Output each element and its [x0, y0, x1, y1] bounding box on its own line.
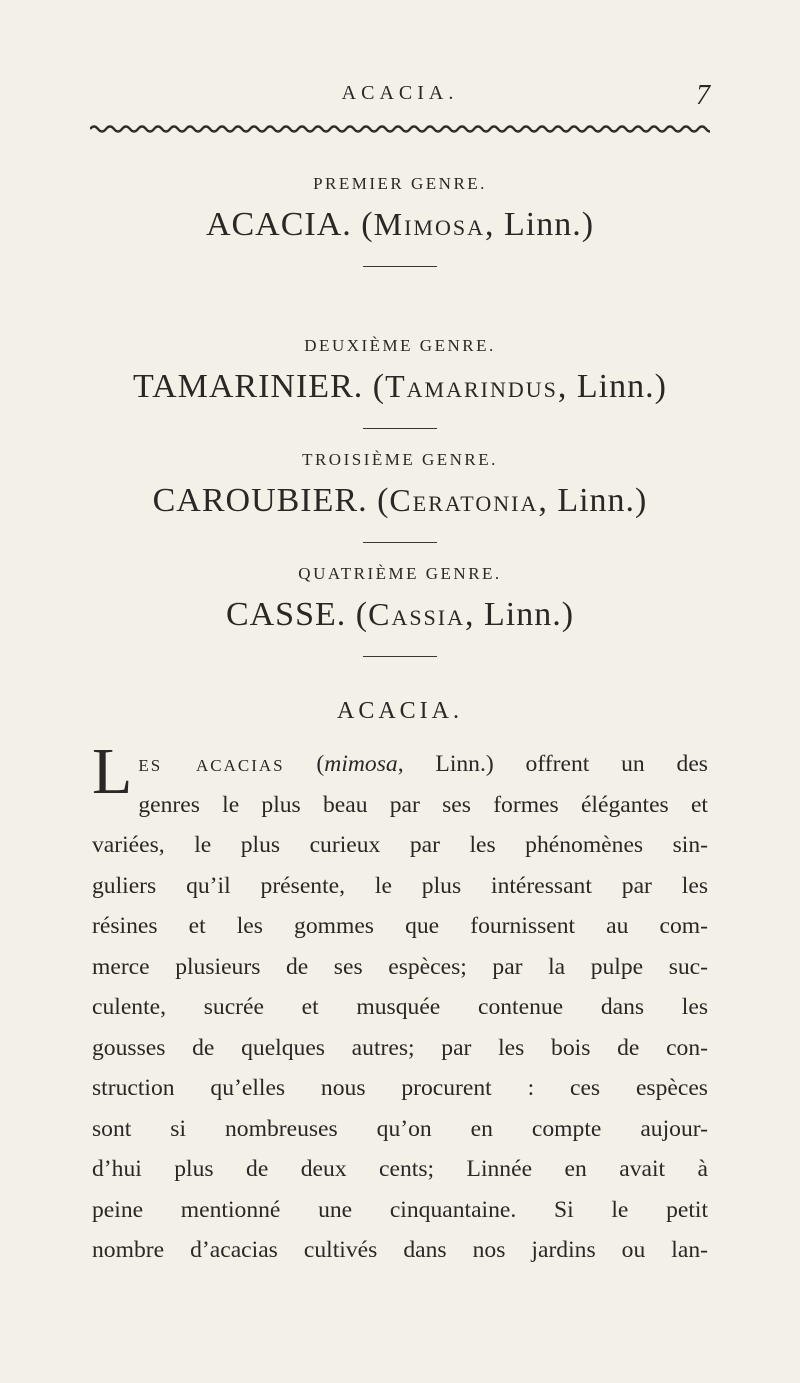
genus-2-latin: Tamarindus: [385, 368, 558, 404]
genus-3-authority: , Linn.): [538, 482, 648, 519]
genus-1-authority: , Linn.): [484, 206, 595, 243]
genus-4-label: QUATRIÈME GENRE.: [298, 564, 502, 583]
body-line: gousses de quelques autres; par les bois de con-: [92, 1034, 708, 1061]
body-line: culente, sucrée et musquée contenue dans les: [92, 994, 708, 1020]
genus-4: [0, 564, 800, 657]
genus-2-authority: , Linn.): [557, 368, 667, 405]
body-line: peine mentionné une cinquantaine. Si le petit: [92, 1196, 708, 1223]
genus-3-label: TROISIÈME GENRE.: [302, 450, 498, 469]
body-line: nombre d’acacias cultivés dans nos jardins ou lan-: [92, 1237, 708, 1263]
genus-2-label: DEUXIÈME GENRE.: [304, 336, 496, 355]
genus-1-open: (: [351, 206, 374, 243]
genus-2-title: [0, 368, 800, 406]
body-line: merce plusieurs de ses espèces; par la pulpe suc-: [92, 953, 708, 980]
body-line: résines et les gommes que fournissent au com-: [92, 913, 708, 939]
divider-rule: [363, 656, 437, 657]
running-head: ACACIA.: [341, 82, 459, 104]
body-line: variées, le plus curieux par les phénomènes sin-: [92, 832, 708, 858]
genus-4-authority: , Linn.): [465, 596, 575, 633]
divider-rule: [363, 266, 437, 267]
italic-term: mimosa: [324, 751, 398, 777]
genus-1-label: PREMIER GENRE.: [313, 174, 487, 193]
body-line: sont si nombreuses qu’on en compte aujour-: [92, 1115, 708, 1142]
genus-1-name: ACACIA.: [205, 206, 352, 243]
section-heading: ACACIA.: [336, 698, 463, 724]
open-paren: (: [284, 751, 325, 777]
divider-rule: [363, 542, 437, 543]
genus-1: [0, 174, 800, 267]
genus-4-name: CASSE.: [225, 596, 347, 633]
genus-1-latin: Mimosa: [373, 206, 485, 242]
genus-4-latin: Cassia: [368, 596, 466, 632]
genus-3-title: [0, 482, 800, 520]
genus-4-title: [0, 596, 800, 634]
body-line-first: [92, 744, 708, 785]
genus-3-latin: Ceratonia: [389, 482, 539, 518]
genus-3-name: CAROUBIER.: [152, 482, 368, 519]
genus-2: [0, 336, 800, 429]
genus-3-open: (: [367, 482, 390, 519]
decorative-ornament-rule: [90, 124, 710, 134]
first-line-rest: , Linn.) offrent un des: [397, 751, 708, 777]
genus-2-open: (: [363, 368, 386, 405]
body-paragraph: [92, 735, 708, 1271]
genus-1-title: [0, 206, 800, 244]
body-line: d’hui plus de deux cents; Linnée en avait à: [92, 1156, 708, 1182]
body-line: genres le plus beau par ses formes élégantes et: [138, 791, 708, 818]
body-line: guliers qu’il présente, le plus intéressant par les: [92, 872, 708, 899]
genus-3: [0, 450, 800, 543]
divider-rule: [363, 428, 437, 429]
genus-4-open: (: [346, 596, 369, 633]
genus-2-name: TAMARINIER.: [133, 368, 364, 405]
drop-cap: L: [92, 735, 133, 808]
first-word: es acacias: [138, 751, 285, 777]
page-number: 7: [696, 80, 710, 111]
body-line: struction qu’elles nous procurent : ces espèces: [92, 1075, 708, 1101]
